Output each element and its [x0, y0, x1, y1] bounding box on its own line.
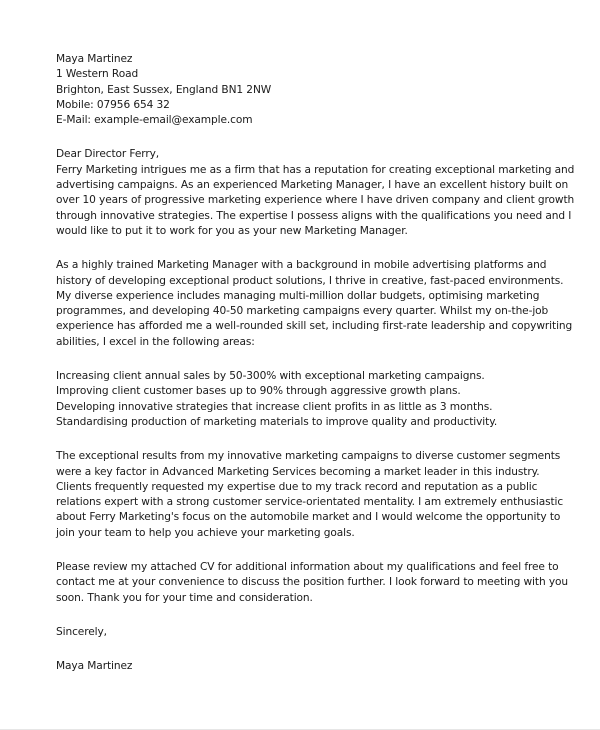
sender-email: E-Mail: example-email@example.com: [56, 114, 253, 127]
paragraph-line: My diverse experience includes managing multi-million dollar budgets, optimising marketing: [56, 289, 540, 302]
spacer: [56, 239, 556, 258]
paragraph-line: Please review my attached CV for additional information about my qualifications and feel free to: [56, 561, 559, 574]
spacer: [56, 606, 556, 625]
sender-address-block: [56, 52, 556, 128]
paragraph-line: were a key factor in Advanced Marketing Services becoming a market leader in this industry.: [56, 465, 540, 478]
spacer: [56, 541, 556, 560]
signature: Maya Martinez: [56, 660, 133, 673]
closing: Sincerely,: [56, 625, 107, 638]
paragraph-line: contact me at your convenience to discuss the position further. I look forward to meeting with you: [56, 576, 568, 589]
spacer: [56, 350, 556, 369]
paragraph-background: [56, 258, 573, 350]
sender-mobile: Mobile: 07956 654 32: [56, 98, 170, 111]
paragraph-closing: [56, 560, 568, 606]
paragraph-line: join your team to help you achieve your marketing goals.: [56, 526, 355, 539]
paragraph-line: over 10 years of progressive marketing experience where I have driven company and client growth: [56, 194, 575, 207]
paragraph-line: abilities, I excel in the following areas:: [56, 335, 255, 348]
paragraph-line: Ferry Marketing intrigues me as a firm that has a reputation for creating exceptional marketing and: [56, 163, 575, 176]
spacer: [56, 640, 556, 659]
list-item: Standardising production of marketing materials to improve quality and productivity.: [56, 415, 498, 428]
paragraph-line: As a highly trained Marketing Manager with a background in mobile advertising platforms and: [56, 259, 547, 272]
paragraph-line: experience has afforded me a well-rounded skill set, including first-rate leadership and copywriting: [56, 320, 573, 333]
spacer: [56, 430, 556, 449]
paragraph-line: history of developing exceptional product solutions, I thrive in creative, fast-paced environments.: [56, 274, 564, 287]
sender-address-line-1: 1 Western Road: [56, 68, 139, 81]
achievements-list: [56, 369, 556, 430]
paragraph-line: through innovative strategies. The expertise I possess aligns with the qualifications you need and I: [56, 209, 572, 222]
paragraph-line: Clients frequently requested my expertise due to my track record and reputation as a public: [56, 480, 538, 493]
list-item: Improving client customer bases up to 90% through aggressive growth plans.: [56, 385, 461, 398]
paragraph-results: [56, 449, 564, 541]
paragraph-line: would like to put it to work for you as your new Marketing Manager.: [56, 224, 408, 237]
sender-name: Maya Martinez: [56, 53, 133, 65]
paragraph-line: The exceptional results from my innovative marketing campaigns to diverse customer segments: [56, 450, 561, 463]
cover-letter: [56, 52, 575, 675]
paragraph-line: about Ferry Marketing's focus on the automobile market and I would welcome the opportunity to: [56, 511, 561, 524]
paragraph-line: relations expert with a strong customer service-orientated mentality. I am extremely enthusiastic: [56, 496, 564, 509]
salutation: Dear Director Ferry,: [56, 148, 160, 161]
paragraph-line: programmes, and developing 40-50 marketing campaigns every quarter. Whilst my on-the-job: [56, 305, 549, 318]
sender-address-line-2: Brighton, East Sussex, England BN1 2NW: [56, 83, 272, 96]
paragraph-intro: [56, 163, 575, 239]
list-item: Developing innovative strategies that increase client profits in as little as 3 months.: [56, 400, 493, 413]
paragraph-line: soon. Thank you for your time and consideration.: [56, 591, 313, 604]
paragraph-line: advertising campaigns. As an experienced Marketing Manager, I have an excellent history built on: [56, 179, 569, 192]
list-item: Increasing client annual sales by 50-300% with exceptional marketing campaigns.: [56, 370, 485, 383]
spacer: [56, 128, 556, 147]
